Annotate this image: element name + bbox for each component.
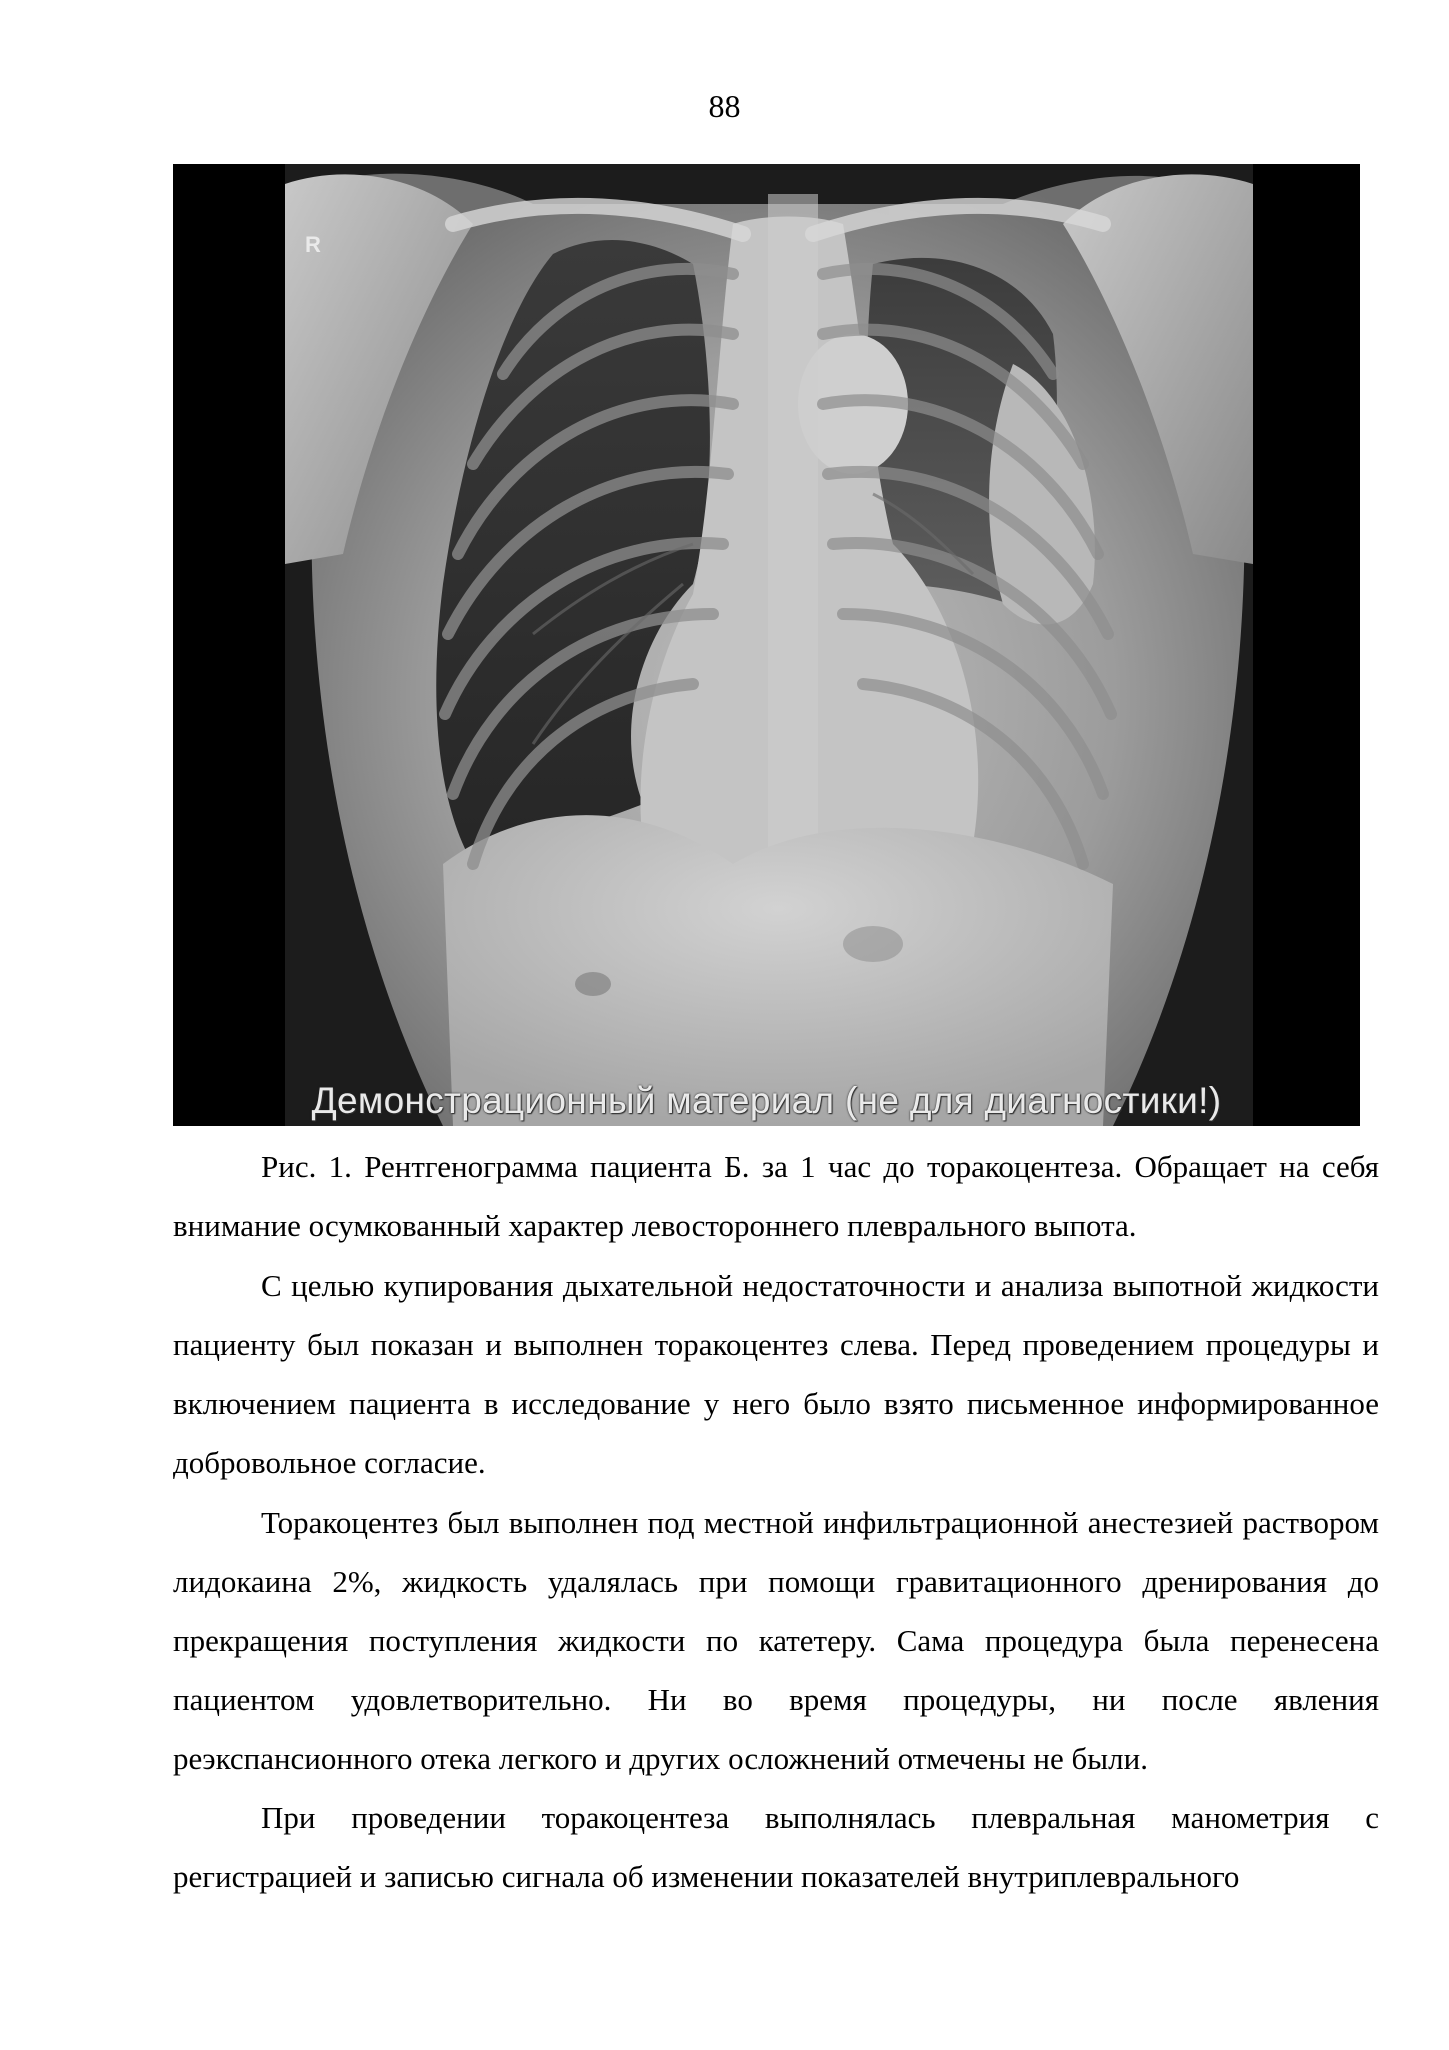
paragraph-text: С целью купирования дыхательной недостаточности и анализа выпотной жидкости пациенту был показан и выполнен торакоцентез слева. Перед проведением процедуры и включением пациента в исследование у него было взято письменное информированное добровольное согласие. — [173, 1268, 1379, 1480]
body-paragraph-1 — [173, 1256, 1379, 1492]
page-number: 88 — [708, 88, 741, 124]
body-paragraph-2 — [173, 1493, 1379, 1788]
figure-caption-text: Рис. 1. Рентгенограмма пациента Б. за 1 час до торакоцентеза. Обращает на себя внимание осумкованный характер левостороннего плеврального выпота. — [173, 1149, 1379, 1243]
body-paragraph-3 — [173, 1788, 1379, 1906]
paragraph-text: При проведении торакоцентеза выполнялась плевральная манометрия с регистрацией и записью сигнала об изменении показателей внутриплеврального — [173, 1800, 1379, 1894]
watermark-text: Демонстрационный материал (не для диагностики!) — [311, 1080, 1222, 1121]
figure-caption — [173, 1137, 1379, 1255]
chest-xray-image — [173, 164, 1360, 1126]
paragraph-text: Торакоцентез был выполнен под местной инфильтрационной анестезией раствором лидокаина 2%, жидкость удалялась при помощи гравитационного дренирования до прекращения поступления жидкости по катетеру. Сама процедура была перенесена пациентом удовлетворительно. Ни во время процедуры, ни после явления реэкспансионного отека легкого и других осложнений отмечены не были. — [173, 1505, 1379, 1776]
chest-xray-figure — [173, 164, 1360, 1126]
side-marker-label: R — [305, 232, 321, 257]
